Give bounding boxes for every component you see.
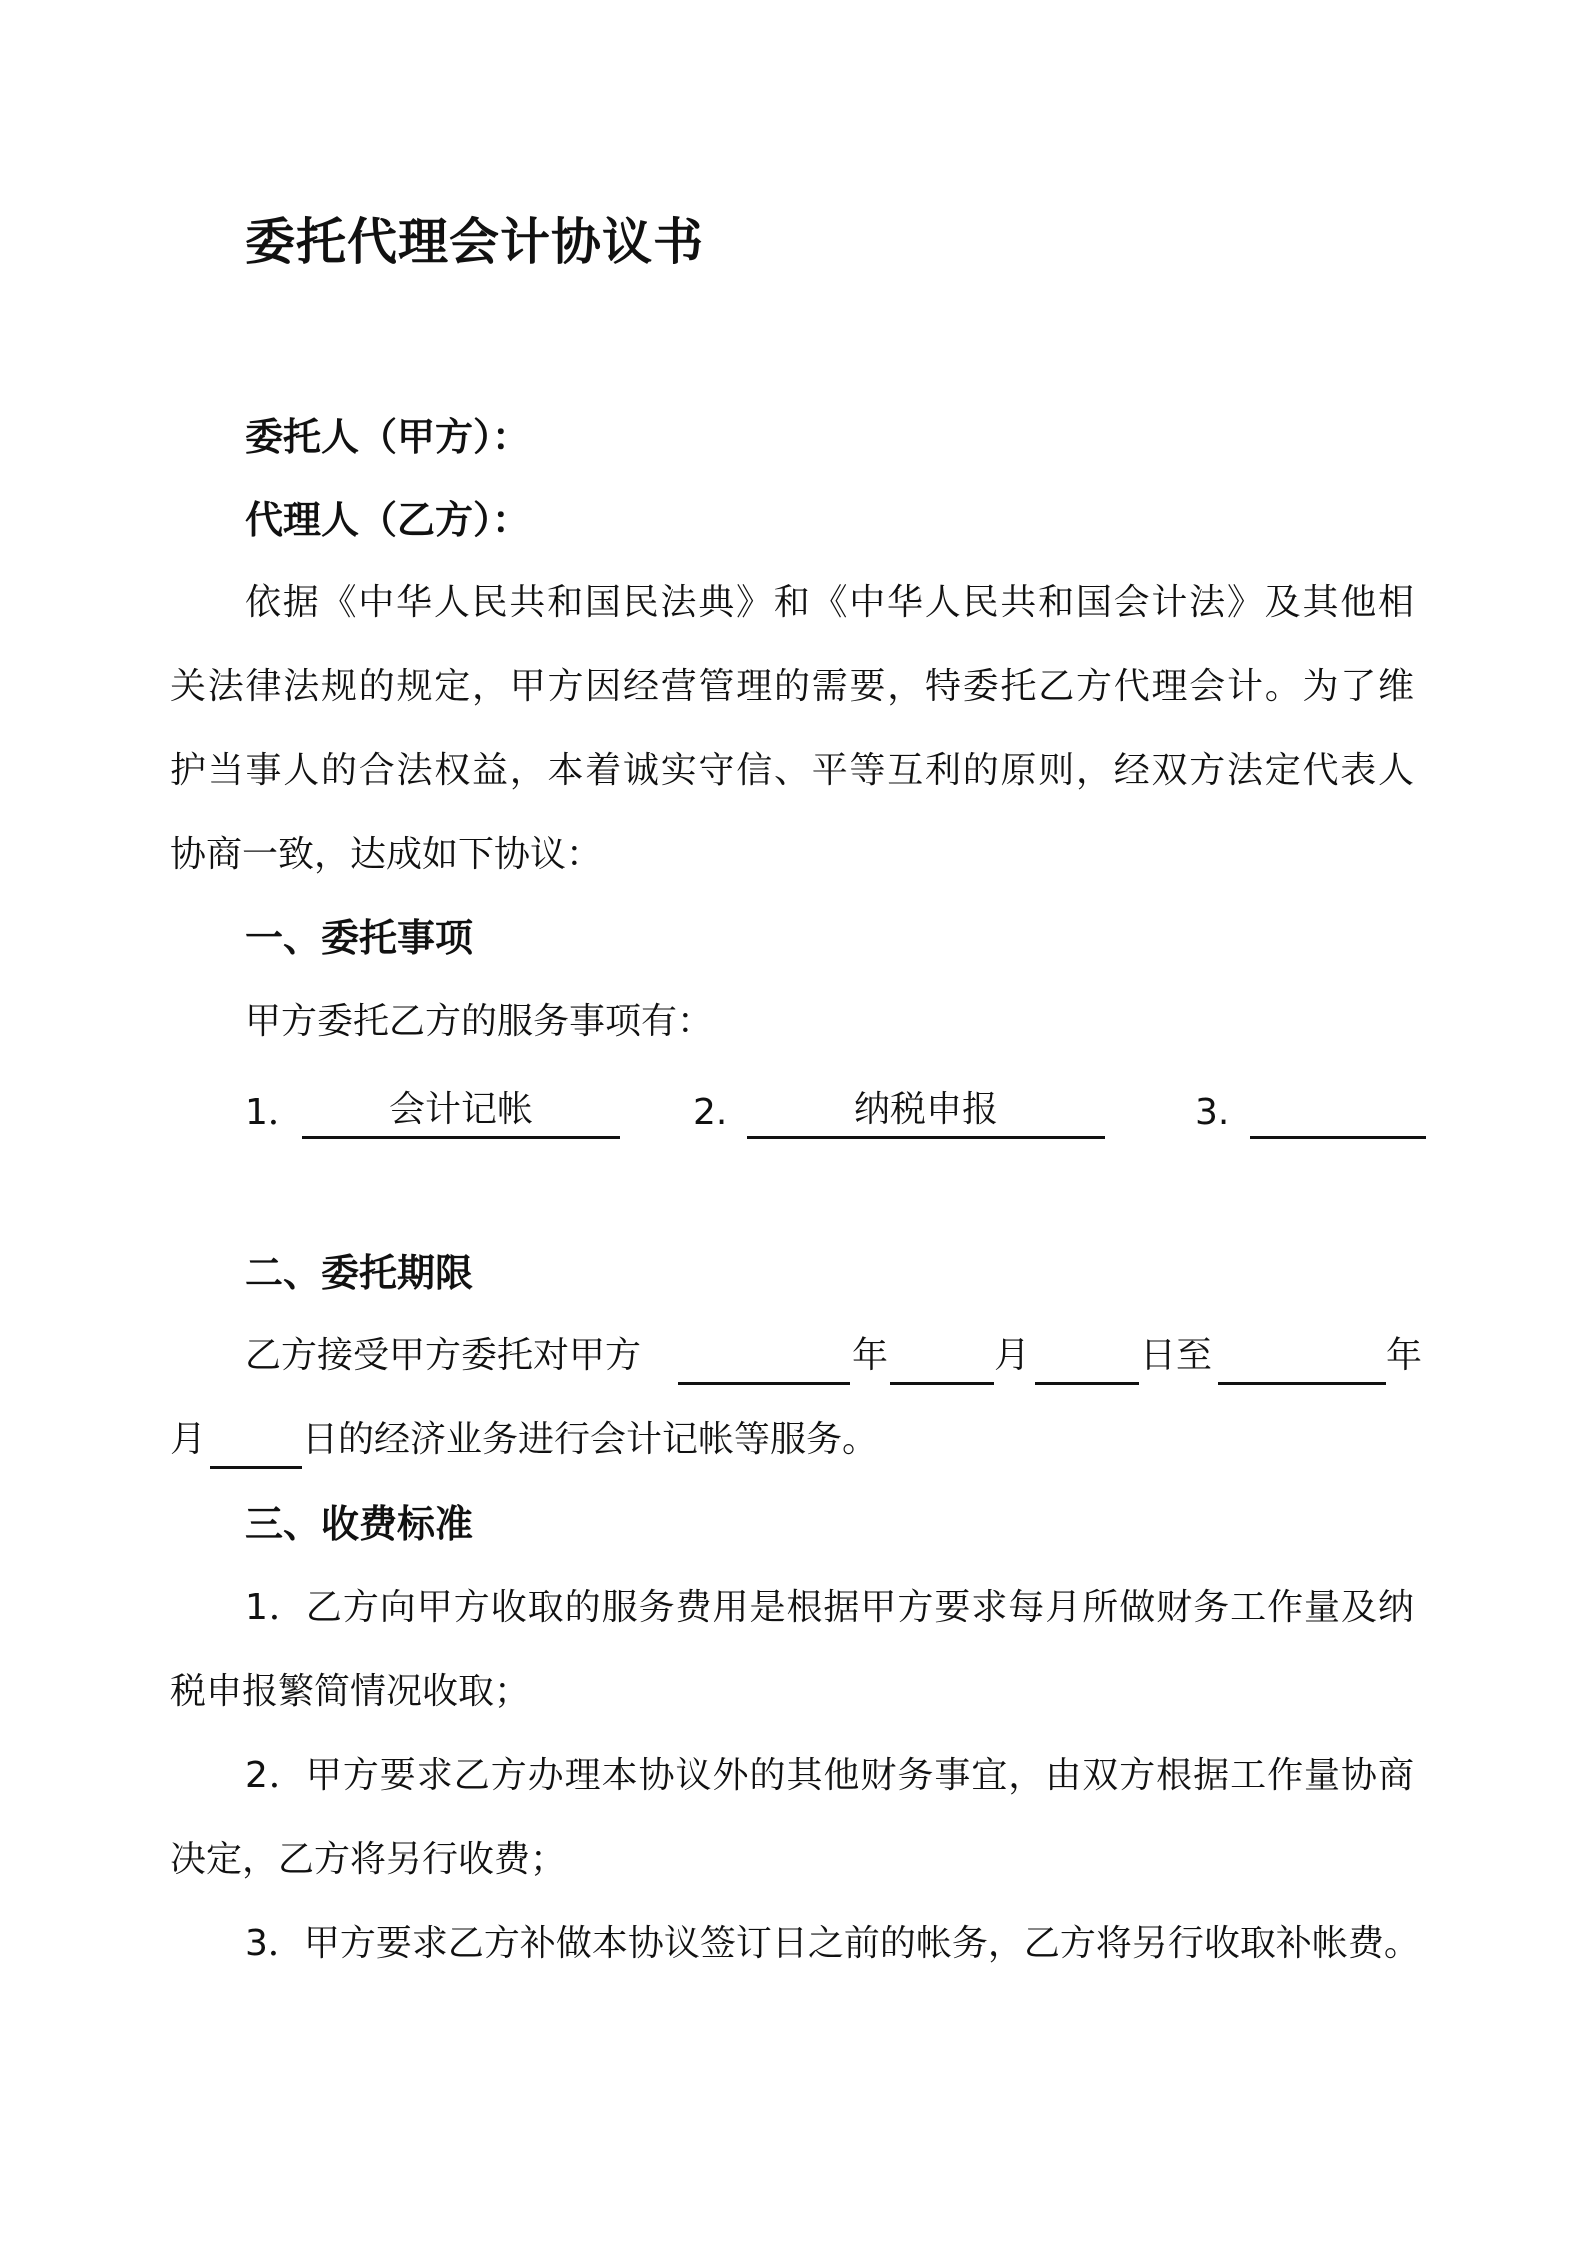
term-end-day-blank <box>210 1466 302 1469</box>
intro-line-1: 依据《中华人民共和国民法典》和《中华人民共和国会计法》及其他相 <box>245 582 1414 623</box>
term-start-year-blank <box>678 1382 850 1385</box>
service-item-2-text: 纳税申报 <box>853 1089 998 1130</box>
term-line-prefix: 乙方接受甲方委托对甲方 <box>245 1335 642 1376</box>
service-item-2-underline <box>747 1136 1105 1139</box>
service-item-1-number: 1． <box>245 1092 304 1133</box>
service-item-1-text: 会计记帐 <box>388 1089 533 1130</box>
intro-line-2: 关法律法规的规定，甲方因经营管理的需要，特委托乙方代理会计。为了维 <box>170 666 1414 707</box>
term-start-month-blank <box>890 1382 994 1385</box>
term-end-month-label: 月 <box>170 1419 207 1460</box>
term-line-suffix: 日的经济业务进行会计记帐等服务。 <box>302 1419 879 1460</box>
section-1-lead: 甲方委托乙方的服务事项有： <box>245 1001 714 1042</box>
fee-item-1-line-2: 税申报繁简情况收取； <box>170 1671 531 1712</box>
term-start-month-label: 月 <box>994 1335 1031 1376</box>
service-item-2-number: 2. <box>693 1092 728 1133</box>
intro-line-3: 护当事人的合法权益，本着诚实守信、平等互利的原则，经双方法定代表人 <box>170 750 1414 791</box>
service-item-3-number: 3. <box>1195 1092 1230 1133</box>
service-item-3-underline <box>1250 1136 1426 1139</box>
section-2-heading: 二、委托期限 <box>245 1251 474 1295</box>
service-item-1-underline <box>302 1136 620 1139</box>
document-title: 委托代理会计协议书 <box>245 213 704 271</box>
intro-line-4: 协商一致，达成如下协议： <box>170 834 603 875</box>
party-b-label: 代理人（乙方）： <box>245 498 531 542</box>
section-3-heading: 三、收费标准 <box>245 1502 474 1546</box>
fee-item-2-line-1: 2．甲方要求乙方办理本协议外的其他财务事宜，由双方根据工作量协商 <box>245 1755 1414 1796</box>
term-end-year-label: 年 <box>1386 1335 1423 1376</box>
term-end-year-blank <box>1218 1382 1386 1385</box>
term-start-day-to-label: 日至 <box>1140 1335 1213 1376</box>
term-start-day-blank <box>1035 1382 1139 1385</box>
party-a-label: 委托人（甲方）： <box>245 415 531 459</box>
fee-item-1-line-1: 1．乙方向甲方收取的服务费用是根据甲方要求每月所做财务工作量及纳 <box>245 1587 1414 1628</box>
section-1-heading: 一、委托事项 <box>245 916 474 960</box>
fee-item-2-line-2: 决定，乙方将另行收费； <box>170 1839 567 1880</box>
fee-item-3-line-1: 3．甲方要求乙方补做本协议签订日之前的帐务，乙方将另行收取补帐费。 <box>245 1923 1420 1964</box>
term-start-year-label: 年 <box>852 1335 889 1376</box>
